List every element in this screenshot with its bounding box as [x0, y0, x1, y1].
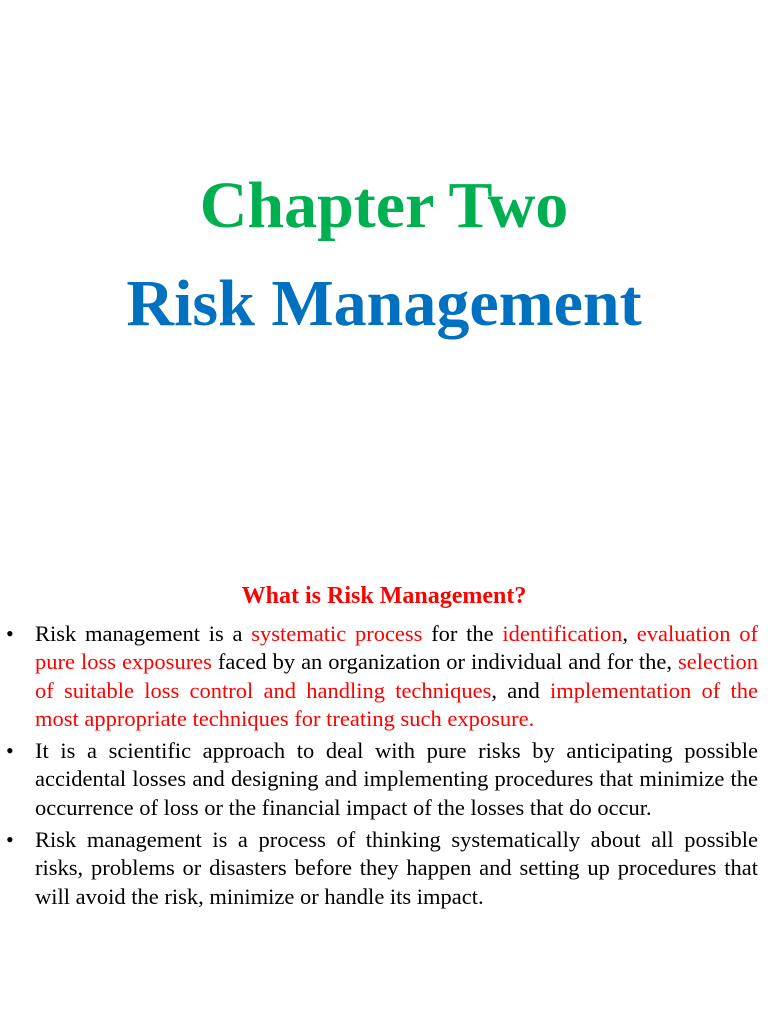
bullet-item	[0, 620, 768, 733]
bullet-marker: •	[6, 738, 14, 764]
bullet-marker: •	[6, 827, 14, 853]
bullet-marker: •	[6, 621, 14, 646]
highlighted-phrase: identification	[502, 621, 623, 646]
bullet-item	[0, 737, 768, 822]
chapter-title: Chapter Two	[199, 169, 569, 242]
bullet-text: It is a scientific approach to deal with pure risks by anticipating possible accidental losses and designing and implementing procedures that minimize the occurrence of loss or the financial impact of the losses that do occur.	[35, 738, 758, 820]
bullet-list	[0, 620, 768, 915]
bullet-text: for the	[422, 621, 503, 646]
bullet-text: Risk management is a	[35, 621, 252, 646]
highlighted-phrase: evaluation of pure loss exposures	[35, 621, 758, 675]
bullet-item	[0, 826, 768, 911]
bullet-text: ,	[622, 621, 637, 646]
highlighted-phrase: systematic process	[251, 621, 423, 646]
highlighted-phrase: selection of suitable loss control and handling techniques	[35, 649, 758, 703]
section-heading: What is Risk Management?	[241, 583, 527, 609]
chapter-subtitle: Risk Management	[126, 267, 642, 340]
bullet-text: Risk management is a process of thinking systematically about all possible risks, problems or disasters before they happen and setting up procedures that will avoid the risk, minimize or handle its impact.	[35, 827, 758, 909]
highlighted-phrase: implementation of the most appropriate techniques for treating such exposure.	[35, 677, 758, 731]
bullet-text: faced by an organization or individual and for the,	[211, 649, 679, 675]
bullet-text: , and	[491, 677, 551, 703]
